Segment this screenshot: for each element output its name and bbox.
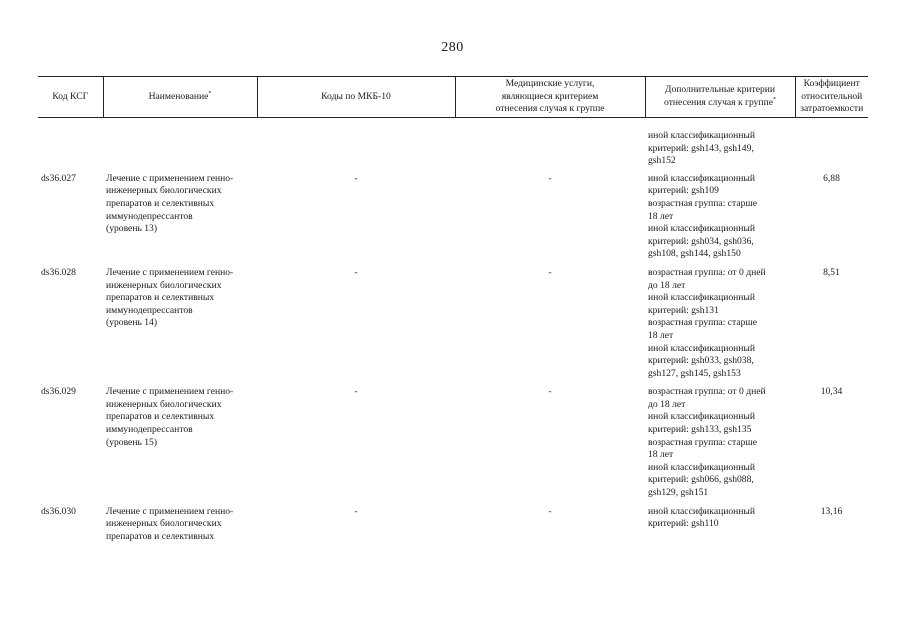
mkb-codes: - bbox=[354, 386, 358, 398]
page-number: 280 bbox=[441, 40, 464, 55]
table-row bbox=[38, 168, 868, 262]
header-code: Код КСГ bbox=[38, 77, 103, 118]
coefficient: 10,34 bbox=[820, 386, 843, 398]
header-mkb: Коды по МКБ-10 bbox=[257, 77, 455, 118]
footnote-mark: * bbox=[772, 96, 776, 103]
table-header-row bbox=[38, 77, 868, 118]
mkb-codes: - bbox=[354, 505, 358, 517]
criteria-cell: иной классификационный критерий: gsh143, gsh149, gsh152 bbox=[648, 130, 755, 167]
criteria-cell: иной классификационный критерий: gsh109 возрастная группа: старше 18 лет иной классификационный критерий: gsh034, gsh036, gsh108, gsh144, gsh150 bbox=[648, 172, 758, 260]
table-row bbox=[38, 501, 868, 545]
header-services: Медицинские услуги, являющиеся критерием отнесения случая к группе bbox=[455, 77, 645, 118]
ksg-code: ds36.028 bbox=[41, 266, 76, 278]
criteria-cell: возрастная группа: от 0 дней до 18 лет иной классификационный критерий: gsh131 возрастная группа: старше 18 лет иной классификационный критерий: gsh033, gsh038, gsh127, gsh145, gsh153 bbox=[648, 266, 766, 379]
ksg-name: Лечение с применением генно- инженерных биологических препаратов и селективных иммунодепрессантов (уровень 14) bbox=[106, 266, 234, 329]
medical-services: - bbox=[548, 386, 552, 398]
medical-services: - bbox=[548, 505, 552, 517]
coefficient: 6,88 bbox=[823, 172, 840, 184]
ksg-code: ds36.029 bbox=[41, 386, 76, 398]
mkb-codes: - bbox=[354, 172, 358, 184]
table-row-continuation bbox=[38, 118, 868, 168]
ksg-table bbox=[38, 76, 868, 544]
coefficient: 13,16 bbox=[820, 505, 843, 517]
medical-services: - bbox=[548, 266, 552, 278]
medical-services: - bbox=[548, 172, 552, 184]
ksg-code: ds36.030 bbox=[41, 505, 76, 517]
ksg-name: Лечение с применением генно- инженерных биологических препаратов и селективных иммунодепрессантов (уровень 13) bbox=[106, 172, 234, 235]
table-row bbox=[38, 262, 868, 381]
criteria-cell: иной классификационный критерий: gsh110 bbox=[648, 505, 755, 530]
footnote-mark: * bbox=[208, 90, 212, 97]
mkb-codes: - bbox=[354, 266, 358, 278]
ksg-name: Лечение с применением генно- инженерных биологических препаратов и селективных bbox=[106, 505, 234, 542]
table-row bbox=[38, 381, 868, 500]
criteria-cell: возрастная группа: от 0 дней до 18 лет иной классификационный критерий: gsh133, gsh135 возрастная группа: старше 18 лет иной классификационный критерий: gsh066, gsh088, gsh129, gsh151 bbox=[648, 386, 766, 499]
coefficient: 8,51 bbox=[823, 266, 840, 278]
ksg-code: ds36.027 bbox=[41, 172, 76, 184]
ksg-name: Лечение с применением генно- инженерных биологических препаратов и селективных иммунодепрессантов (уровень 15) bbox=[106, 386, 234, 448]
header-criteria: Дополнительные критерии отнесения случая к группе* bbox=[645, 77, 795, 118]
header-coef: Коэффициент относительной затратоемкости bbox=[795, 77, 868, 118]
header-name: Наименование* bbox=[103, 77, 257, 118]
